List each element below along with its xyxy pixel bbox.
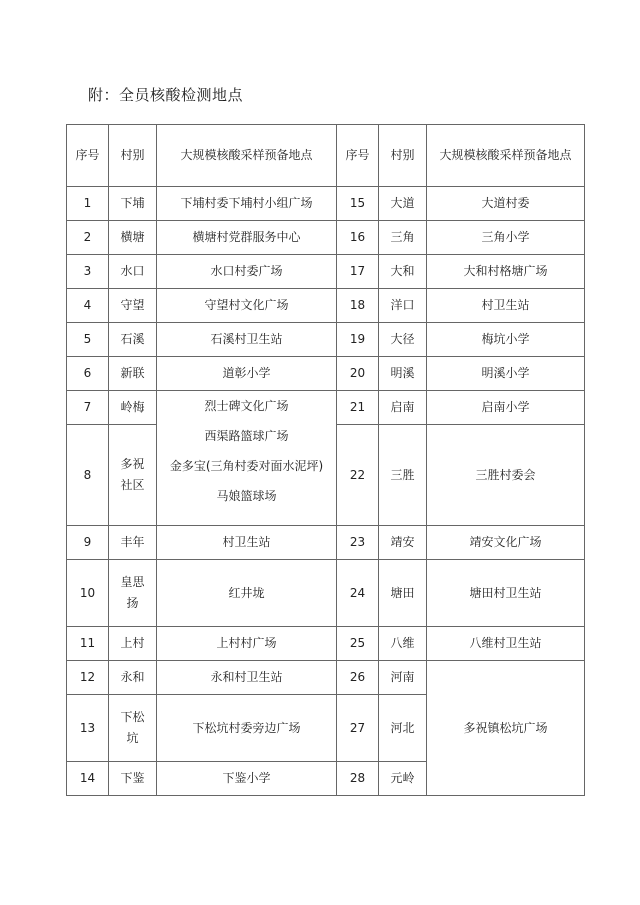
row-village: 永和	[109, 661, 157, 695]
row-no: 12	[67, 661, 109, 695]
row-village: 三胜	[379, 425, 427, 526]
header-site-right: 大规模核酸采样预备地点	[427, 125, 585, 187]
row-village	[109, 560, 157, 627]
village-line: 多祝	[120, 457, 145, 471]
row-no: 28	[337, 762, 379, 796]
row-village: 石溪	[109, 323, 157, 357]
row-no: 15	[337, 187, 379, 221]
table-row	[67, 289, 585, 323]
row-no: 23	[337, 526, 379, 560]
row-site: 水口村委广场	[157, 255, 337, 289]
row-site: 明溪小学	[427, 357, 585, 391]
row-no: 8	[67, 425, 109, 526]
table-row	[67, 661, 585, 695]
row-site: 下埔村委下埔村小组广场	[157, 187, 337, 221]
row-site: 八维村卫生站	[427, 627, 585, 661]
row-no: 1	[67, 187, 109, 221]
row-site: 下松坑村委旁边广场	[157, 695, 337, 762]
table-row	[67, 627, 585, 661]
table-row	[67, 255, 585, 289]
row-no: 2	[67, 221, 109, 255]
row-village: 大径	[379, 323, 427, 357]
row-village: 横塘	[109, 221, 157, 255]
row-site: 下鉴小学	[157, 762, 337, 796]
village-line: 皇思	[120, 575, 145, 589]
table-row	[67, 187, 585, 221]
testing-sites-table	[66, 124, 585, 796]
row-site	[157, 391, 337, 526]
row-no: 11	[67, 627, 109, 661]
table-row	[67, 391, 585, 425]
row-site: 大和村格塘广场	[427, 255, 585, 289]
header-site-left: 大规模核酸采样预备地点	[157, 125, 337, 187]
row-site: 横塘村党群服务中心	[157, 221, 337, 255]
row-village: 大和	[379, 255, 427, 289]
row-no: 25	[337, 627, 379, 661]
table-row	[67, 357, 585, 391]
row-village: 新联	[109, 357, 157, 391]
row-village: 水口	[109, 255, 157, 289]
row-village: 八维	[379, 627, 427, 661]
table-row	[67, 323, 585, 357]
row-site: 红井垅	[157, 560, 337, 627]
row-no: 22	[337, 425, 379, 526]
row-village: 明溪	[379, 357, 427, 391]
row-site: 石溪村卫生站	[157, 323, 337, 357]
row-no: 21	[337, 391, 379, 425]
row-no: 14	[67, 762, 109, 796]
site-line: 西渠路篮球广场	[204, 429, 289, 443]
row-no: 3	[67, 255, 109, 289]
header-village-left: 村别	[109, 125, 157, 187]
row-village: 丰年	[109, 526, 157, 560]
row-no: 16	[337, 221, 379, 255]
row-village: 下埔	[109, 187, 157, 221]
row-no: 17	[337, 255, 379, 289]
site-line: 烈士碑文化广场	[204, 399, 289, 413]
row-village	[109, 695, 157, 762]
row-no: 13	[67, 695, 109, 762]
row-site: 道彰小学	[157, 357, 337, 391]
table-row	[67, 221, 585, 255]
row-site: 守望村文化广场	[157, 289, 337, 323]
row-site: 梅坑小学	[427, 323, 585, 357]
row-village: 靖安	[379, 526, 427, 560]
row-no: 7	[67, 391, 109, 425]
row-site: 永和村卫生站	[157, 661, 337, 695]
row-no: 26	[337, 661, 379, 695]
row-site: 村卫生站	[157, 526, 337, 560]
row-no: 20	[337, 357, 379, 391]
village-line: 坑	[126, 731, 139, 745]
row-village: 大道	[379, 187, 427, 221]
row-village	[109, 425, 157, 526]
village-line: 下松	[120, 710, 145, 724]
table-row	[67, 560, 585, 627]
row-village: 河南	[379, 661, 427, 695]
row-village: 塘田	[379, 560, 427, 627]
row-no: 18	[337, 289, 379, 323]
header-no-right: 序号	[337, 125, 379, 187]
row-no: 27	[337, 695, 379, 762]
row-village: 河北	[379, 695, 427, 762]
row-site: 三胜村委会	[427, 425, 585, 526]
header-no-left: 序号	[67, 125, 109, 187]
row-no: 4	[67, 289, 109, 323]
row-village: 启南	[379, 391, 427, 425]
header-village-right: 村别	[379, 125, 427, 187]
row-village: 元岭	[379, 762, 427, 796]
row-site-shared: 多祝镇松坑广场	[427, 661, 585, 796]
row-site: 上村村广场	[157, 627, 337, 661]
row-village: 洋口	[379, 289, 427, 323]
row-no: 5	[67, 323, 109, 357]
site-line: 马娘篮球场	[216, 489, 277, 503]
village-line: 扬	[126, 596, 139, 610]
row-site: 大道村委	[427, 187, 585, 221]
row-no: 24	[337, 560, 379, 627]
row-site: 靖安文化广场	[427, 526, 585, 560]
row-village: 三角	[379, 221, 427, 255]
row-no: 10	[67, 560, 109, 627]
table-row	[67, 526, 585, 560]
row-village: 岭梅	[109, 391, 157, 425]
row-site: 村卫生站	[427, 289, 585, 323]
row-village: 上村	[109, 627, 157, 661]
row-village: 下鉴	[109, 762, 157, 796]
header-row	[67, 125, 585, 187]
row-site: 三角小学	[427, 221, 585, 255]
row-village: 守望	[109, 289, 157, 323]
row-site: 启南小学	[427, 391, 585, 425]
page-title: 附：全员核酸检测地点	[88, 86, 244, 104]
row-no: 6	[67, 357, 109, 391]
row-no: 9	[67, 526, 109, 560]
row-no: 19	[337, 323, 379, 357]
row-site: 塘田村卫生站	[427, 560, 585, 627]
village-line: 社区	[120, 478, 145, 492]
site-line: 金多宝(三角村委对面水泥坪)	[169, 459, 324, 473]
